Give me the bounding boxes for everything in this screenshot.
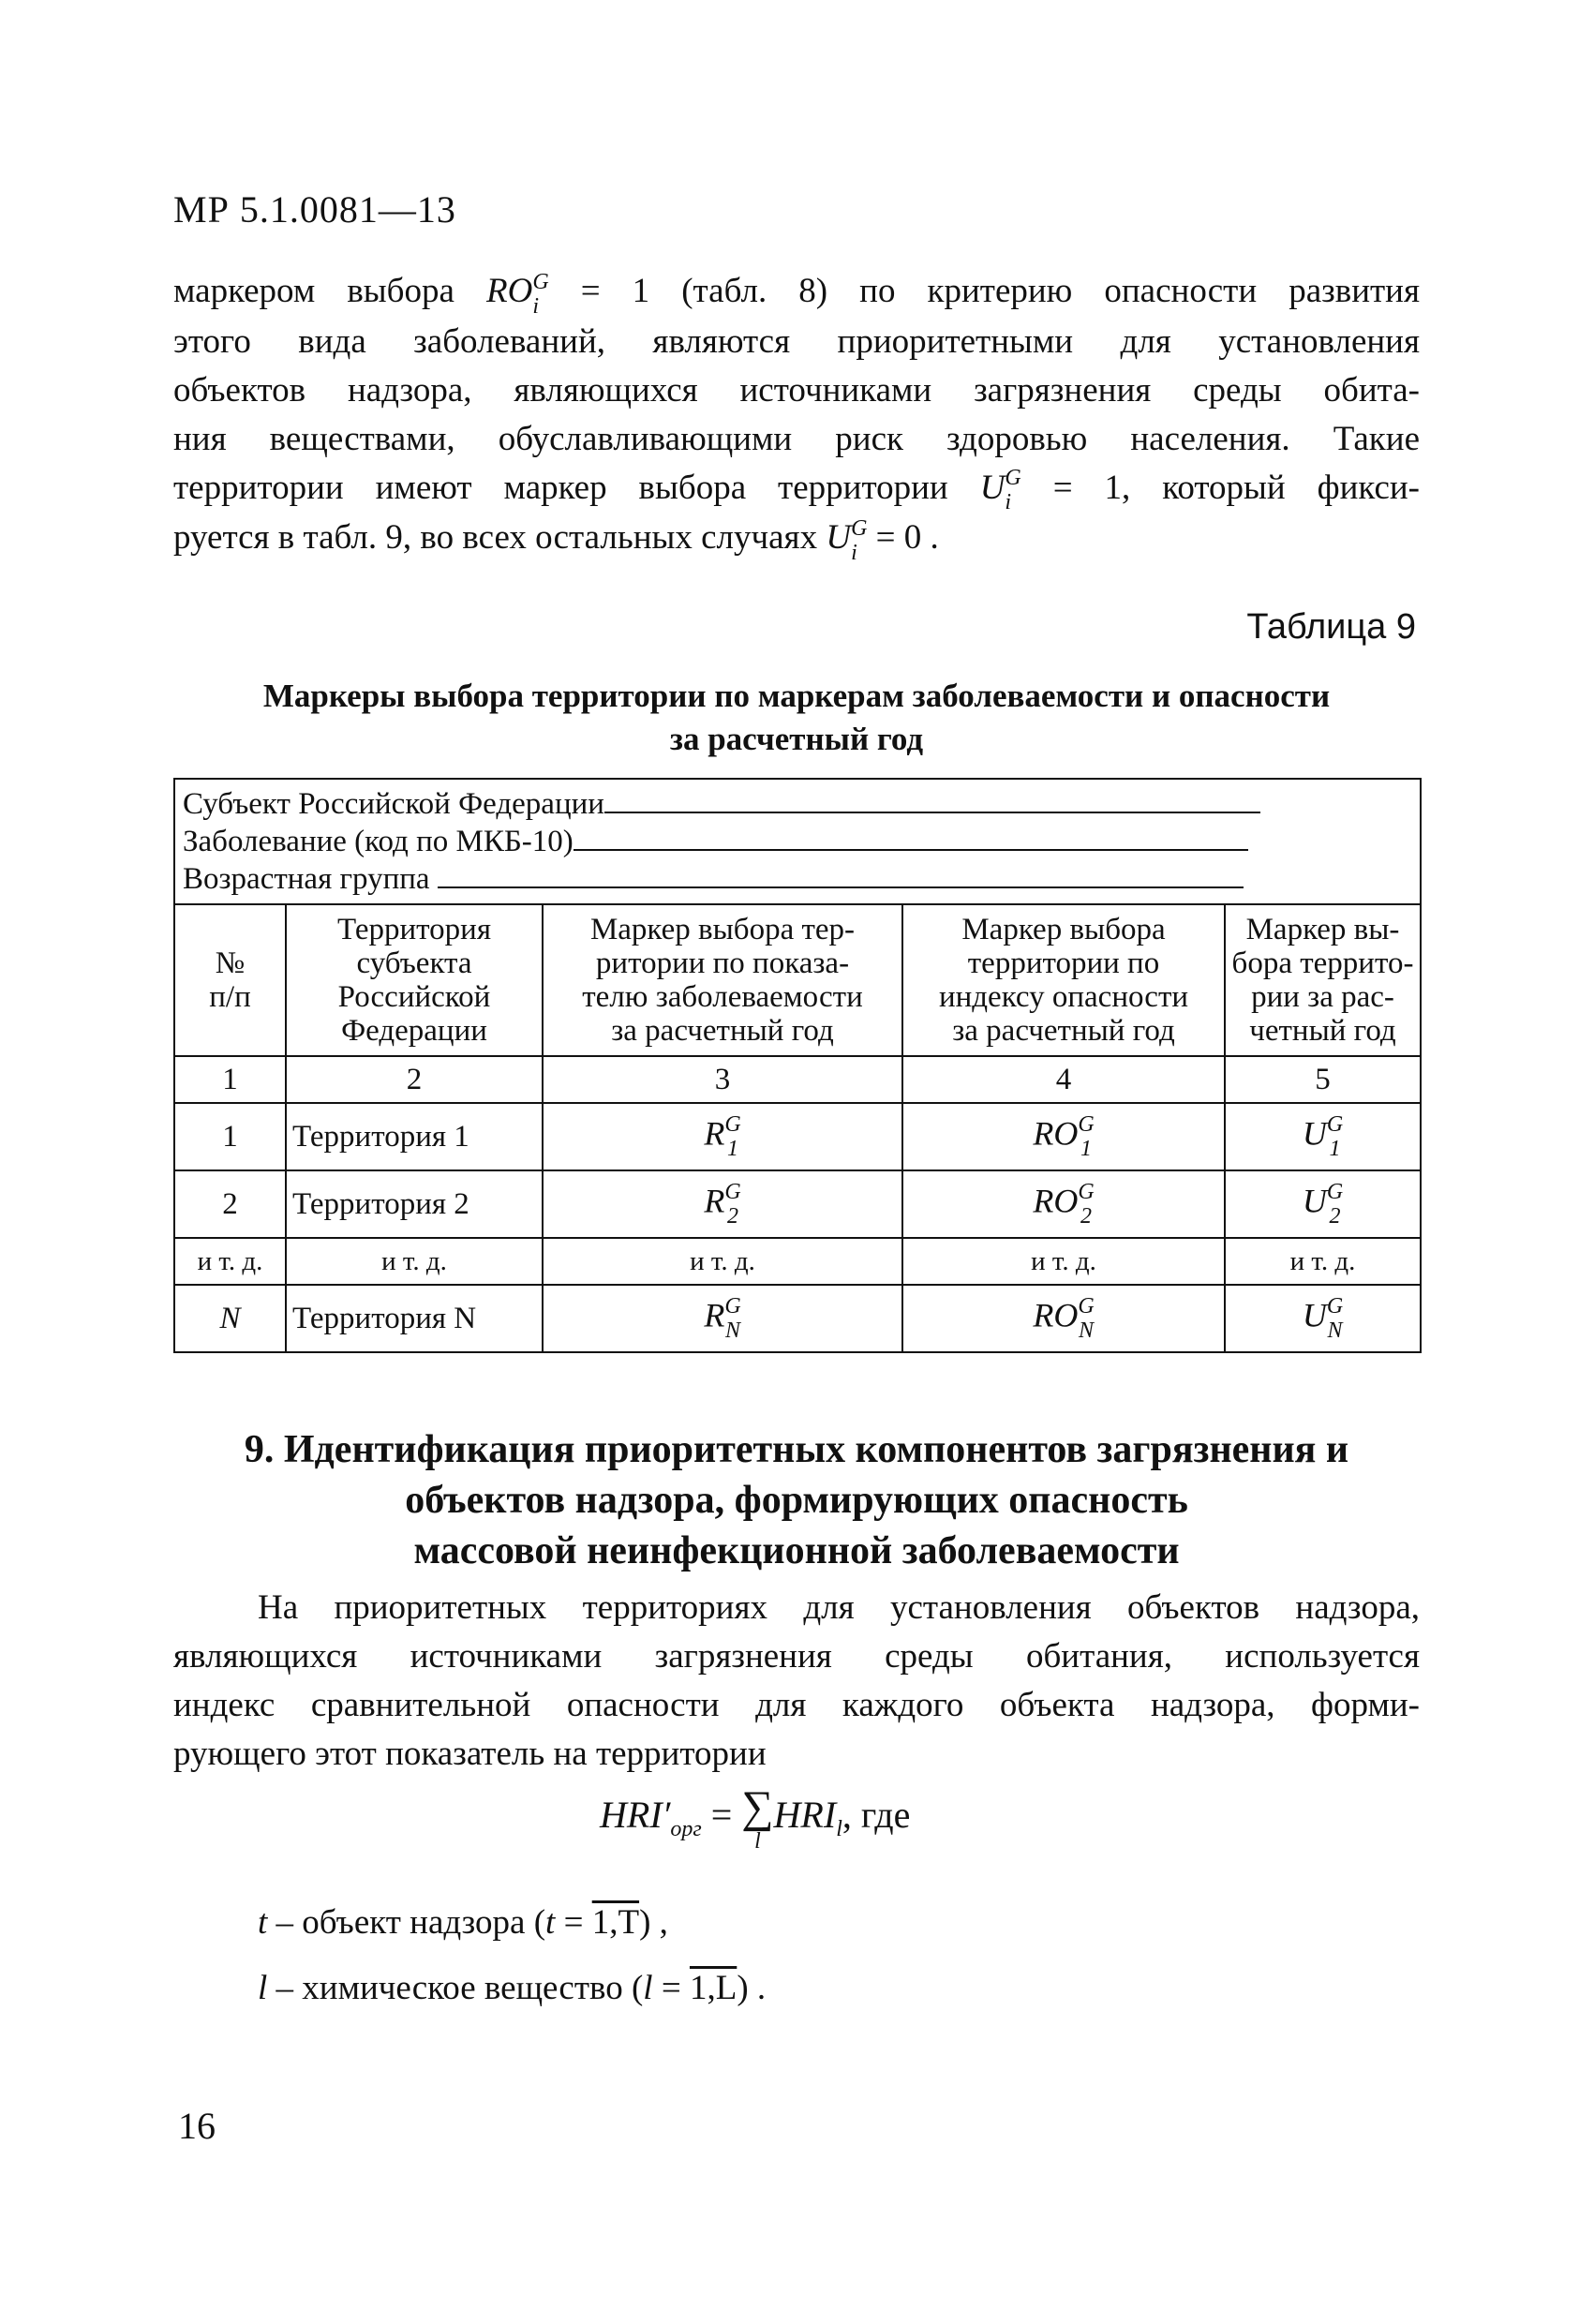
- intro-line-1: маркером выбора RO G i = 1 (табл. 8) по критерию опасности развития: [173, 269, 1420, 319]
- row-ro-marker: и т. д.: [902, 1238, 1225, 1285]
- row-territory: и т. д.: [286, 1238, 543, 1285]
- section-title: [173, 1424, 1420, 1576]
- row-r-marker: R G 1: [543, 1103, 902, 1170]
- row-u-marker: U G N: [1225, 1285, 1421, 1352]
- table-meta-cell: [174, 779, 1421, 904]
- intro-line-2: этого вида заболеваний, являются приоритетными для установления: [173, 321, 1420, 361]
- document-code: МР 5.1.0081—13: [173, 188, 456, 231]
- meta-age-group: Возрастная группа: [183, 860, 1412, 898]
- table-row-etc: [174, 1238, 1421, 1285]
- header-territory: Территория субъекта Российской Федерации: [286, 904, 543, 1056]
- definition-l: l – химическое вещество (l = 1,L) .: [258, 1969, 767, 2007]
- col-number: 3: [543, 1056, 902, 1103]
- section-line-3: индекс сравнительной опасности для каждого объекта надзора, форми-: [173, 1686, 1420, 1724]
- col-number: 4: [902, 1056, 1225, 1103]
- section-title-line-2: объектов надзора, формирующих опасность: [405, 1479, 1188, 1522]
- intro-paragraph: [173, 267, 1420, 564]
- row-u-marker: U G 1: [1225, 1103, 1421, 1170]
- row-number: и т. д.: [174, 1238, 286, 1285]
- section-line-1: На приоритетных территориях для установления объектов надзора,: [258, 1588, 1420, 1627]
- table-row: [174, 1103, 1421, 1170]
- col-number: 1: [174, 1056, 286, 1103]
- col-number: 5: [1225, 1056, 1421, 1103]
- table-meta-row: [174, 779, 1421, 904]
- meta-disease: Заболевание (код по МКБ-10): [183, 823, 1412, 860]
- row-r-marker: R G 2: [543, 1170, 902, 1238]
- intro-line-5: территории имеют маркер выбора территории U G i = 1, который фикси-: [173, 466, 1420, 515]
- row-u-marker: и т. д.: [1225, 1238, 1421, 1285]
- table-header-row: [174, 904, 1421, 1056]
- row-r-marker: R G N: [543, 1285, 902, 1352]
- section-line-4: рующего этот показатель на территории: [173, 1735, 767, 1773]
- table-title: [173, 675, 1420, 761]
- row-number: 2: [174, 1170, 286, 1238]
- header-territory-marker: Маркер вы- бора террито- рии за рас- четный год: [1225, 904, 1421, 1056]
- section-paragraph: [173, 1584, 1420, 1779]
- intro-line-6: руется в табл. 9, во всех остальных случаях U G i = 0 .: [173, 515, 939, 565]
- table-label: Таблица 9: [1246, 607, 1416, 647]
- section-title-line-3: массовой неинфекционной заболеваемости: [413, 1529, 1180, 1572]
- column-number-row: [174, 1056, 1421, 1103]
- table-title-line-2: за расчетный год: [669, 721, 924, 757]
- table-title-line-1: Маркеры выбора территории по маркерам заболеваемости и опасности: [262, 678, 1331, 714]
- markers-table: [173, 778, 1422, 1353]
- row-ro-marker: RO G 2: [902, 1170, 1225, 1238]
- header-num: № п/п: [174, 904, 286, 1056]
- header-morbidity-marker: Маркер выбора тер- ритории по показа- телю заболеваемости за расчетный год: [543, 904, 902, 1056]
- row-number: N: [174, 1285, 286, 1352]
- intro-line-4: ния веществами, обуславливающими риск здоровью населения. Такие: [173, 419, 1420, 458]
- definition-t: t – объект надзора (t = 1,T) ,: [258, 1903, 668, 1942]
- table-row: [174, 1170, 1421, 1238]
- row-ro-marker: RO G 1: [902, 1103, 1225, 1170]
- meta-subject: Субъект Российской Федерации: [183, 785, 1412, 823]
- hri-formula: $HRI'_{орг}$ = ∑ l $HRI_l$, где: [600, 1782, 911, 1854]
- page-number: 16: [178, 2105, 216, 2147]
- section-line-2: являющихся источниками загрязнения среды обитания, используется: [173, 1637, 1420, 1676]
- intro-line-3: объектов надзора, являющихся источниками загрязнения среды обита-: [173, 370, 1420, 410]
- row-ro-marker: RO G N: [902, 1285, 1225, 1352]
- table-row: [174, 1285, 1421, 1352]
- row-number: 1: [174, 1103, 286, 1170]
- row-territory: Территория 2: [286, 1170, 543, 1238]
- header-hazard-marker: Маркер выбора территории по индексу опасности за расчетный год: [902, 904, 1225, 1056]
- row-territory: Территория 1: [286, 1103, 543, 1170]
- row-territory: Территория N: [286, 1285, 543, 1352]
- section-title-line-1: 9. Идентификация приоритетных компонентов загрязнения и: [244, 1428, 1349, 1471]
- col-number: 2: [286, 1056, 543, 1103]
- row-u-marker: U G 2: [1225, 1170, 1421, 1238]
- row-r-marker: и т. д.: [543, 1238, 902, 1285]
